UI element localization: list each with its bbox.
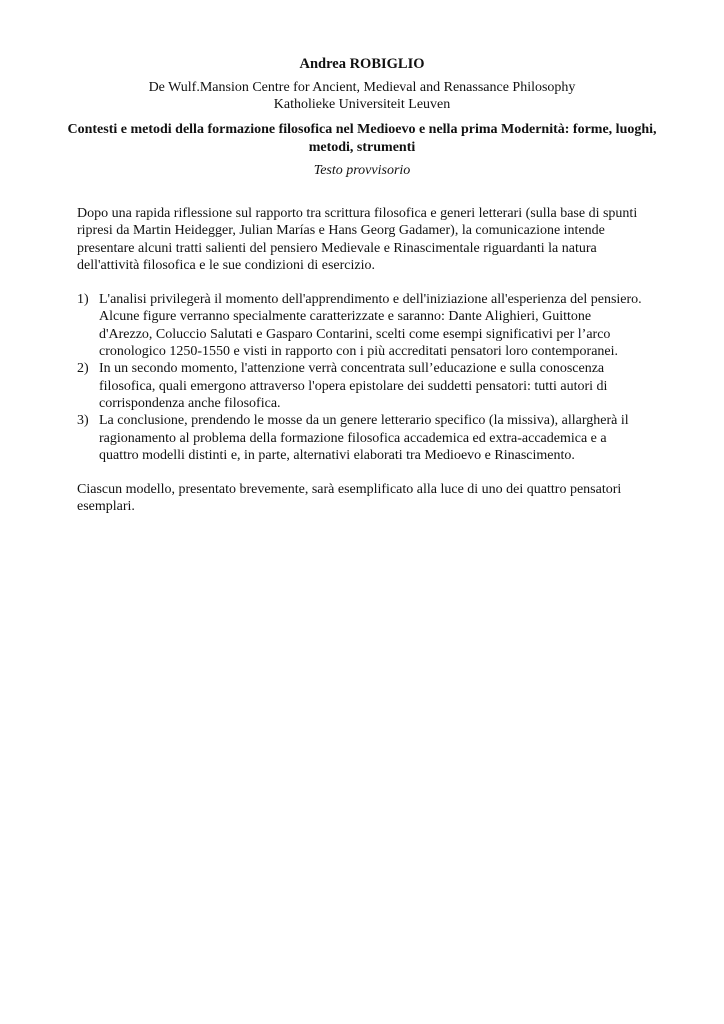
document-title: Contesti e metodi della formazione filosofica nel Medioevo e nella prima Modernità: forme, luoghi, metodi, strumenti	[67, 122, 657, 155]
list-item	[77, 412, 647, 464]
list-item-text: In un secondo momento, l'attenzione verrà concentrata sull’educazione e sulla conoscenza filosofica, quali emergono attraverso l'opera epistolare dei suddetti pensatori: tutti autori di corrispondenza anche filosofica.	[99, 361, 608, 411]
author-name: Andrea ROBIGLIO	[299, 56, 425, 72]
document-header	[0, 55, 724, 179]
intro-paragraph: Dopo una rapida riflessione sul rapporto tra scrittura filosofica e generi letterari (sulla base di spunti ripresi da Martin Heidegger, Julian Marías e Hans Georg Gadamer), la comunicazione intende presentare alcuni tratti salienti del pensiero Medievale e Rinascimentale riguardanti la natura dell'attività filosofica e le sue condizioni di esercizio.	[77, 206, 638, 273]
list-item-text: La conclusione, prendendo le mosse da un genere letterario specifico (la missiva), allargherà il ragionamento al problema della formazione filosofica accademica ed extra-accademica e a quattro modelli distinti e, in parte, alternativi elaborati tra Medioevo e Rinascimento.	[99, 413, 629, 463]
affiliation-line-1: De Wulf.Mansion Centre for Ancient, Medieval and Renassance Philosophy	[148, 80, 576, 95]
list-item-text: L'analisi privilegerà il momento dell'apprendimento e dell'iniziazione all'esperienza del pensiero. Alcune figure verranno specialmente caratterizzate e saranno: Dante Alighieri, Guittone d'Arezzo, Coluccio Salutati e Gasparo Contarini, scelti come esempi significativi per l’arco cronologico 1250-1550 e visti in rapporto con i più accreditati pensatori loro contemporanei.	[99, 292, 642, 360]
list-item-number: 2)	[77, 361, 89, 377]
affiliation-line-2: Katholieke Universiteit Leuven	[273, 97, 451, 112]
document-body	[77, 205, 647, 516]
numbered-list	[77, 291, 647, 464]
list-item-number: 1)	[77, 292, 89, 308]
closing-paragraph: Ciascun modello, presentato brevemente, sarà esemplificato alla luce di uno dei quattro pensatori esemplari.	[77, 482, 622, 515]
document-subtitle: Testo provvisorio	[313, 163, 411, 178]
list-item	[77, 291, 647, 360]
list-item	[77, 360, 647, 412]
list-item-number: 3)	[77, 413, 89, 429]
